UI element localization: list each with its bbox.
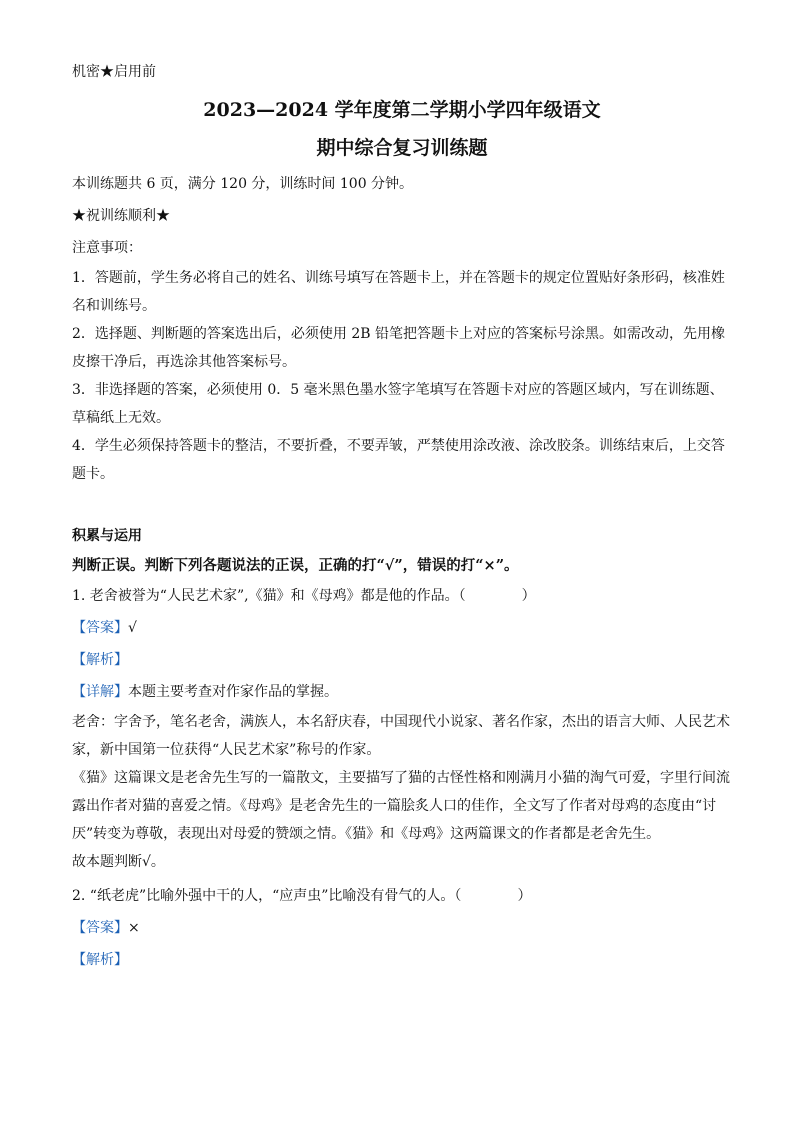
analysis-tag: 【解析】 [72, 952, 128, 968]
answer-line [72, 918, 732, 938]
question-paren-close: ） [521, 588, 536, 604]
detail-tag: 【详解】 [72, 684, 128, 700]
question-text: 2. “纸老虎”比喻外强中干的人，“应声虫”比喻没有骨气的人。（ [72, 888, 462, 904]
answer-value: √ [128, 620, 137, 636]
section-instruction: 判断正误。判断下列各题说法的正误，正确的打“√”，错误的打“×”。 [72, 557, 519, 574]
answer-tag: 【答案】 [72, 620, 128, 636]
note-item: 4．学生必须保持答题卡的整洁，不要折叠，不要弄皱，严禁使用涂改液、涂改胶条。训练结束后，上交答题卡。 [72, 438, 725, 482]
answer-tag: 【答案】 [72, 920, 128, 936]
exam-subtitle: 期中综合复习训练题 [316, 137, 488, 159]
note-item: 2．选择题、判断题的答案选出后，必须使用 2B 铅笔把答题卡上对应的答案标号涂黑。如需改动，先用橡皮擦干净后，再选涂其他答案标号。 [72, 326, 726, 370]
section-heading: 积累与运用 [72, 528, 142, 544]
question-1 [72, 586, 732, 606]
note-item: 3．非选择题的答案，必须使用 0．5 毫米黑色墨水签字笔填写在答题卡对应的答题区域内，写在训练题、草稿纸上无效。 [72, 382, 724, 426]
confidential-mark: 机密★启用前 [72, 64, 156, 80]
exam-info: 本训练题共 6 页，满分 120 分，训练时间 100 分钟。 [72, 176, 414, 192]
good-luck-line: ★祝训练顺利★ [72, 208, 170, 224]
detail-text: 本题主要考查对作家作品的掌握。 [128, 684, 338, 700]
question-2 [72, 886, 732, 906]
note-item: 1．答题前，学生务必将自己的姓名、训练号填写在答题卡上，并在答题卡的规定位置贴好条形码，核准姓名和训练号。 [72, 270, 725, 314]
answer-line [72, 618, 732, 638]
question-paren-close: ） [517, 888, 532, 904]
detail-line [72, 682, 732, 702]
detail-paragraph: 老舍：字舍予，笔名老舍，满族人，本名舒庆春，中国现代小说家、著名作家，杰出的语言大师、人民艺术家，新中国第一位获得“人民艺术家”称号的作家。 [72, 714, 730, 758]
detail-paragraph: 《猫》这篇课文是老舍先生写的一篇散文，主要描写了猫的古怪性格和刚满月小猫的淘气可爱，字里行间流露出作者对猫的喜爱之情。《母鸡》是老舍先生的一篇脍炙人口的佳作，全文写了作者对母鸡的态度由“讨厌”转变为尊敬，表现出对母爱的赞颂之情。《猫》和《母鸡》这两篇课文的作者都是老舍先生。 [72, 770, 730, 842]
conclusion-line: 故本题判断√。 [72, 854, 165, 870]
notes-heading: 注意事项： [72, 240, 142, 256]
question-text: 1. 老舍被誉为“人民艺术家”,《猫》和《母鸡》都是他的作品。（ [72, 588, 466, 604]
analysis-tag: 【解析】 [72, 652, 128, 668]
answer-value: × [128, 920, 140, 936]
document-page [72, 62, 732, 970]
exam-title: 2023—2024 学年度第二学期小学四年级语文 [203, 99, 601, 121]
